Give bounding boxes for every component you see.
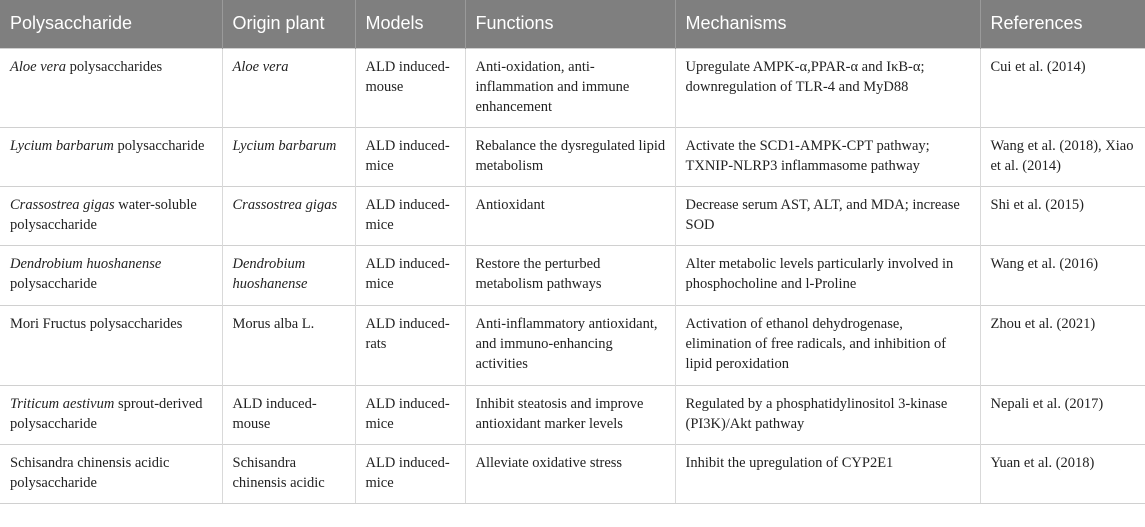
cell-polysaccharide (0, 305, 222, 385)
origin-text: Morus alba L. (232, 315, 315, 332)
cell-references: Yuan et al. (2018) (980, 444, 1145, 503)
polysaccharide-rest: water-soluble polysaccharide (10, 196, 197, 233)
cell-functions: Anti-inflammatory antioxidant, and immuno-enhancing activities (465, 305, 675, 385)
cell-models: ALD induced-mice (355, 186, 465, 245)
table-row (0, 127, 1145, 186)
polysaccharide-italic: Aloe vera (10, 58, 66, 75)
cell-origin (222, 245, 355, 305)
table-row (0, 305, 1145, 385)
cell-polysaccharide (0, 245, 222, 305)
table-row (0, 444, 1145, 503)
cell-models: ALD induced-mice (355, 385, 465, 444)
cell-mechanisms: Alter metabolic levels particularly involved in phosphocholine and l-Proline (675, 245, 980, 305)
header-row (0, 0, 1145, 48)
cell-functions: Anti-oxidation, anti-inflammation and immune enhancement (465, 48, 675, 127)
cell-references: Shi et al. (2015) (980, 186, 1145, 245)
cell-origin (222, 48, 355, 127)
table-header (0, 0, 1145, 48)
cell-origin (222, 444, 355, 503)
cell-mechanisms: Upregulate AMPK-α,PPAR-α and IκB-α; downregulation of TLR-4 and MyD88 (675, 48, 980, 127)
header-references: References (980, 0, 1145, 48)
polysaccharide-rest: sprout-derived polysaccharide (10, 395, 203, 432)
cell-mechanisms: Inhibit the upregulation of CYP2E1 (675, 444, 980, 503)
cell-polysaccharide (0, 127, 222, 186)
origin-text: Lycium barbarum (232, 137, 337, 154)
cell-models: ALD induced-mice (355, 444, 465, 503)
polysaccharide-rest: Schisandra chinensis acidic polysaccharide (10, 454, 170, 491)
polysaccharide-rest: Mori Fructus polysaccharides (10, 315, 183, 332)
header-polysaccharide: Polysaccharide (0, 0, 222, 48)
polysaccharide-italic: Lycium barbarum (10, 137, 114, 154)
origin-text: Crassostrea gigas (232, 196, 338, 213)
origin-text: ALD induced-mouse (232, 395, 317, 432)
cell-polysaccharide (0, 48, 222, 127)
cell-models: ALD induced-mouse (355, 48, 465, 127)
polysaccharide-rest: polysaccharide (10, 275, 97, 292)
cell-origin (222, 305, 355, 385)
cell-references: Nepali et al. (2017) (980, 385, 1145, 444)
header-mechanisms: Mechanisms (675, 0, 980, 48)
cell-mechanisms: Regulated by a phosphatidylinositol 3-kinase (PI3K)/Akt pathway (675, 385, 980, 444)
cell-models: ALD induced-rats (355, 305, 465, 385)
cell-functions: Alleviate oxidative stress (465, 444, 675, 503)
origin-text: Dendrobium huoshanense (232, 255, 308, 292)
polysaccharide-rest: polysaccharide (113, 137, 205, 154)
cell-references: Zhou et al. (2021) (980, 305, 1145, 385)
cell-functions: Rebalance the dysregulated lipid metabolism (465, 127, 675, 186)
header-origin-plant: Origin plant (222, 0, 355, 48)
table-body (0, 48, 1145, 503)
cell-models: ALD induced-mice (355, 127, 465, 186)
origin-text: Schisandra chinensis acidic (232, 454, 325, 491)
polysaccharide-italic: Dendrobium huoshanense (10, 255, 162, 272)
cell-mechanisms: Activate the SCD1-AMPK-CPT pathway; TXNIP-NLRP3 inflammasome pathway (675, 127, 980, 186)
cell-origin (222, 127, 355, 186)
cell-origin (222, 186, 355, 245)
polysaccharide-italic: Crassostrea gigas (10, 196, 115, 213)
cell-models: ALD induced-mice (355, 245, 465, 305)
cell-origin (222, 385, 355, 444)
cell-references: Cui et al. (2014) (980, 48, 1145, 127)
cell-references: Wang et al. (2016) (980, 245, 1145, 305)
table-row (0, 186, 1145, 245)
cell-polysaccharide (0, 186, 222, 245)
cell-mechanisms: Decrease serum AST, ALT, and MDA; increase SOD (675, 186, 980, 245)
table-row (0, 385, 1145, 444)
cell-mechanisms: Activation of ethanol dehydrogenase, elimination of free radicals, and inhibition of lipid peroxidation (675, 305, 980, 385)
cell-references: Wang et al. (2018), Xiao et al. (2014) (980, 127, 1145, 186)
cell-functions: Inhibit steatosis and improve antioxidant marker levels (465, 385, 675, 444)
table-row (0, 48, 1145, 127)
header-models: Models (355, 0, 465, 48)
header-functions: Functions (465, 0, 675, 48)
cell-functions: Antioxidant (465, 186, 675, 245)
origin-text: Aloe vera (232, 58, 289, 75)
polysaccharide-italic: Triticum aestivum (10, 395, 115, 412)
cell-polysaccharide (0, 444, 222, 503)
polysaccharide-rest: polysaccharides (65, 58, 163, 75)
table-row (0, 245, 1145, 305)
cell-functions: Restore the perturbed metabolism pathways (465, 245, 675, 305)
cell-polysaccharide (0, 385, 222, 444)
